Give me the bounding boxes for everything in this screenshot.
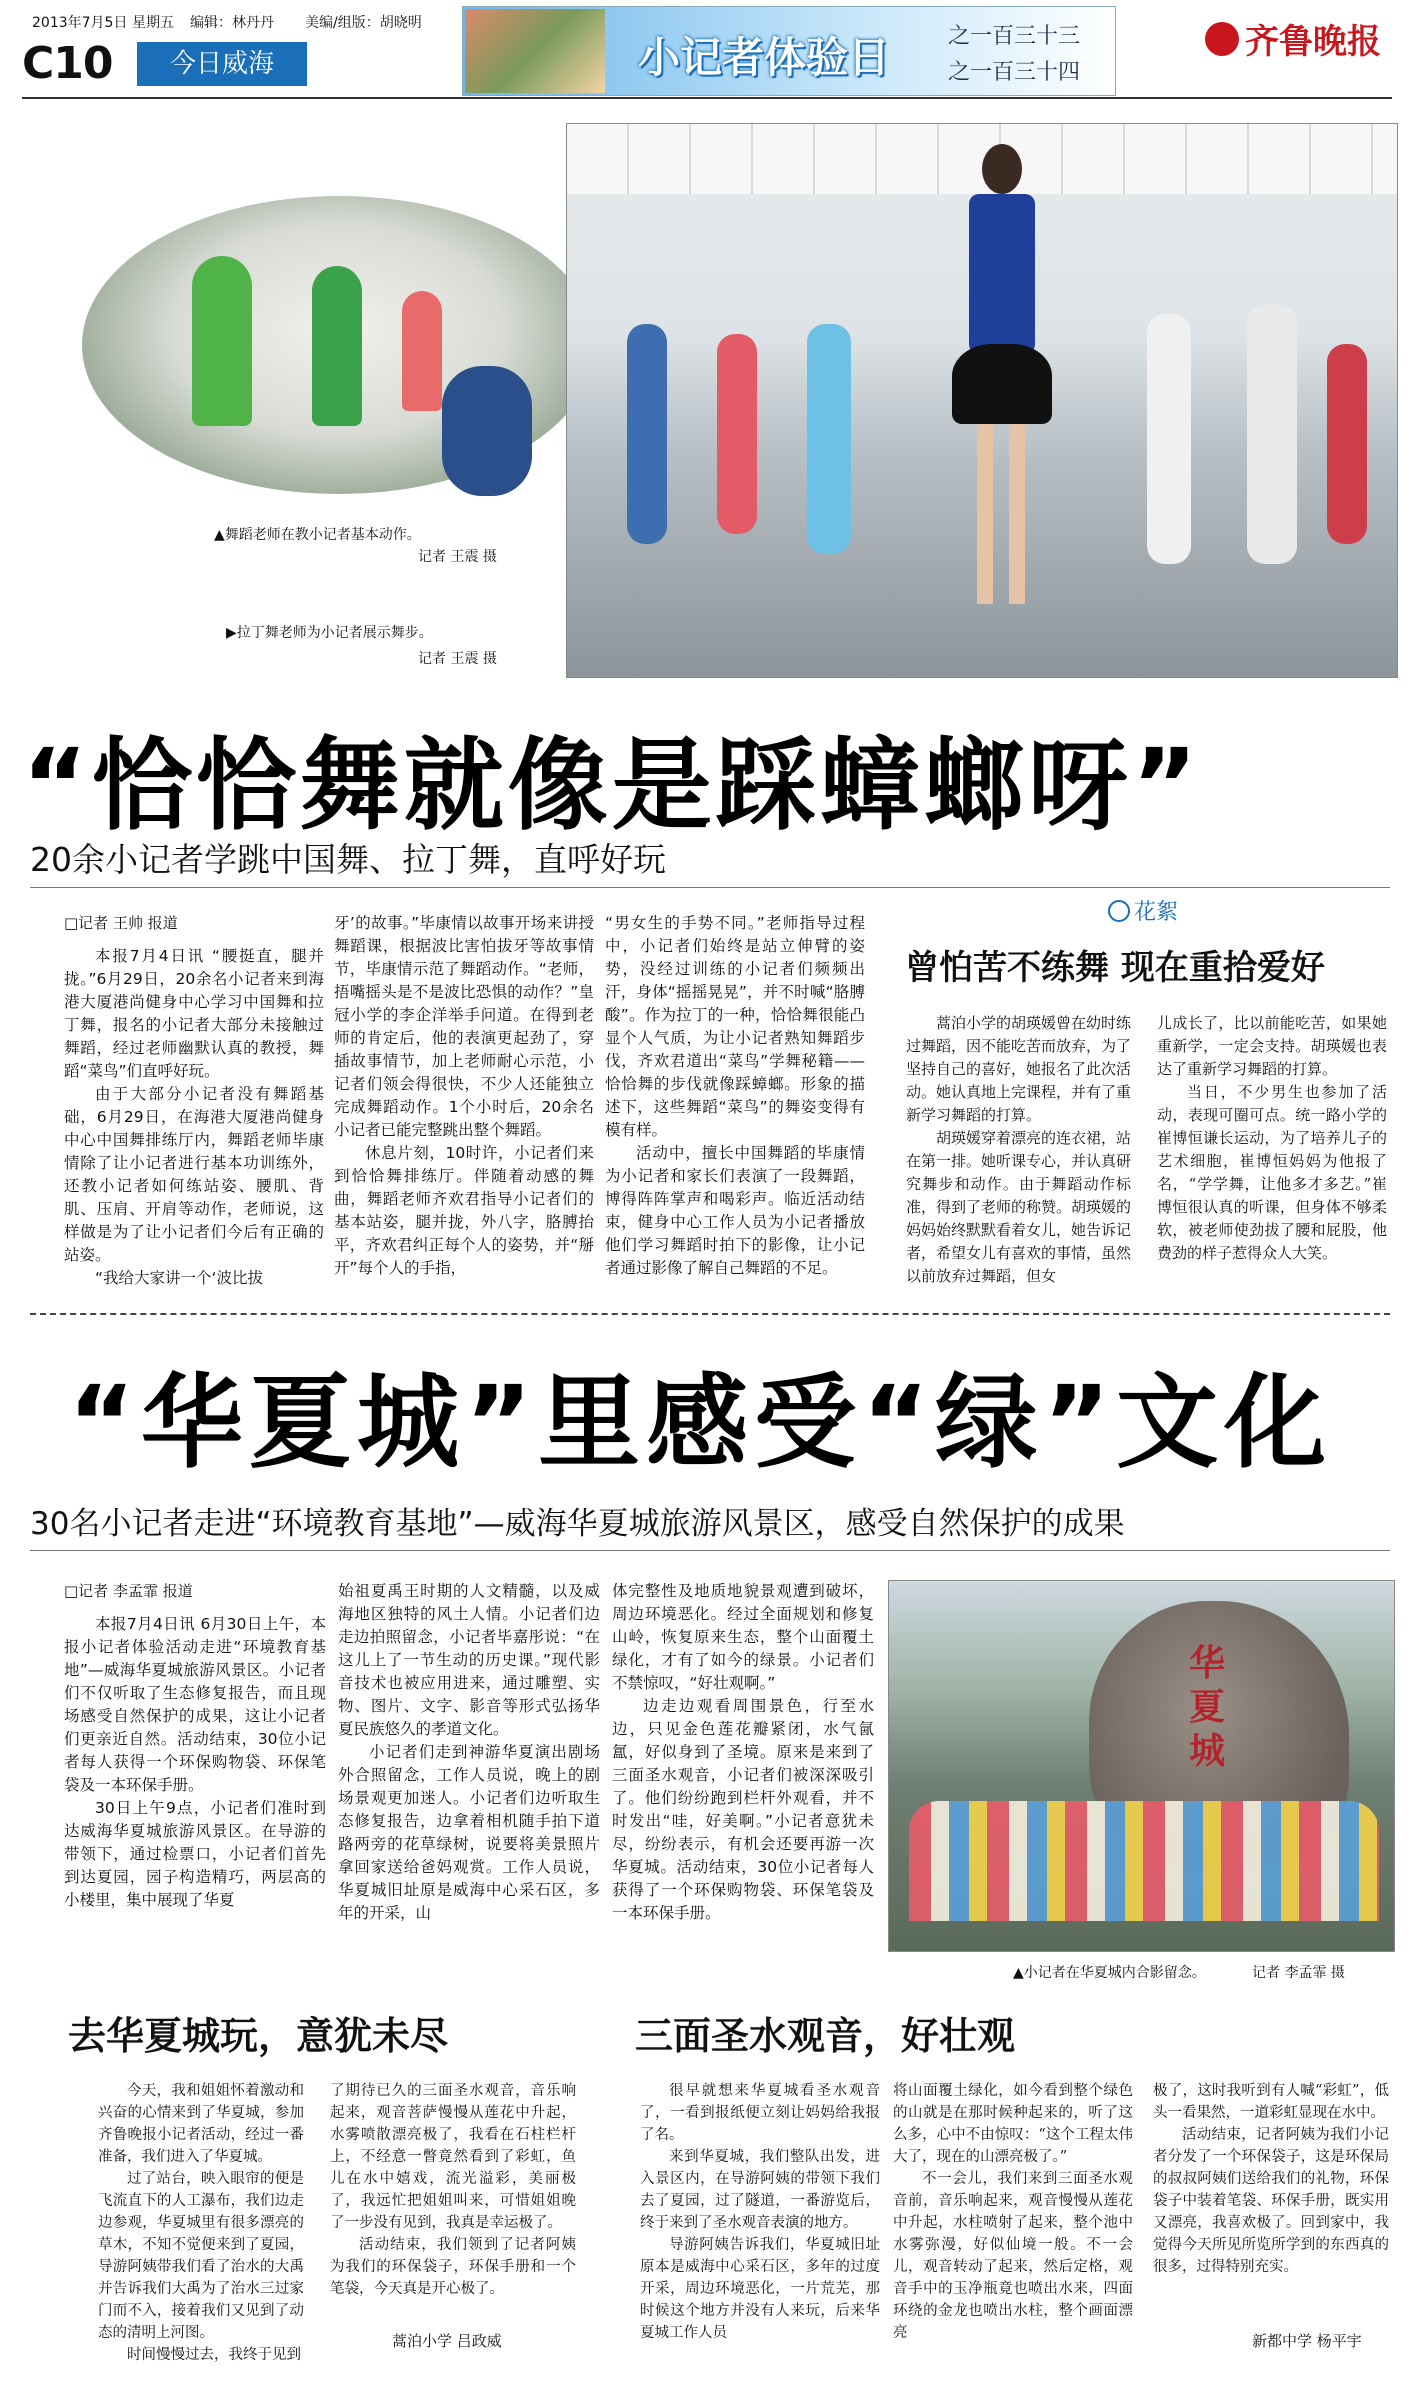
essay2-column-1 [640,2080,880,2341]
story2-headline: “华夏城”里感受“绿”文化 [68,1364,1333,1483]
story1-para: 牙’的故事。”毕康情以故事开场来讲授舞蹈课，根据波比害怕拔牙等故事情节，毕康情示范了舞蹈动作。“老师，捂嘴摇头是不是波比恐惧的动作？”皇冠小学的李企洋举手问道。在得到老师的肯定后，他的表演更起劲了，穿插故事情节，加上老师耐心示范，小记者们领会得很快，不少人还能独立完成舞蹈动作。1个小时后，20余名小记者已能完整跳出整个舞蹈。 [334,914,594,1139]
story2-para: 边走边观看周围景色，行至水边，只见金色莲花瓣紧闭，水气氤氲，好似身到了圣境。原来是来到了三面圣水观音，小记者们被深深吸引了。他们纷纷跑到栏杆外观看，并不时发出“哇，好美啊。”小记者意犹未尽，纷纷表示，有机会还要再游一次华夏城。活动结束，30位小记者每人获得了一个环保购物袋、环保笔袋及一本环保手册。 [612,1697,874,1922]
essay1-headline: 去华夏城玩，意犹未尽 [68,2014,449,2058]
essay2-para: 将山面覆土绿化，如今看到整个绿色的山就是在那时候种起来的，听了这么多，心中不由惊叹：“这个工程太伟大了，现在的山漂亮极了。” [893,2083,1133,2165]
header-rule [22,97,1392,99]
story1-para: 由于大部分小记者没有舞蹈基础，6月29日，在海港大厦港尚健身中心中国舞排练厅内，舞蹈老师毕康情除了让小记者进行基本功训练外，还教小记者如何练站姿、腰肌、背肌、压肩、开肩等动作，老师说，这样做是为了让小记者们今后有正确的站姿。 [64,1085,324,1264]
story2-photo-credit: 记者 李孟霏 摄 [1252,1965,1345,1981]
paper-logo [1205,14,1381,63]
story1-column-3 [605,912,865,1275]
sidebar1-para: 蒿泊小学的胡瑛媛曾在幼时练过舞蹈，因不能吃苦而放弃，为了坚持自己的喜好，她报名了此次活动。她认真地上完课程，并有了重新学习舞蹈的打算。 [906,1014,1132,1124]
essay2-column-3 [1153,2080,1389,2320]
sidebar1-para: 当日，不少男生也参加了活动，表现可圈可点。统一路小学的崔博恒谦长运动，为了培养儿子的艺术细胞，崔博恒妈妈为他报了名，“学学舞，让他多才多艺。”崔博恒很认真的听课，但身体不够柔软，被老师使劲拔了腰和屁股，他费劲的样子惹得众人大笑。 [1157,1083,1387,1262]
story2-column-2 [338,1580,600,1922]
story1-subhead: 20余小记者学跳中国舞、拉丁舞，直呼好玩 [30,840,666,879]
story1-para: “男女生的手势不同。”老师指导过程中，小记者们始终是站立伸臂的姿势，没经过训练的小记者们频频出汗，身体“摇摇晃晃”，并不时喊“胳膊酸”。作为拉丁的一种，恰恰舞很能凸显个人气质，为让小记者熟知舞蹈步伐，齐欢君道出“菜鸟”学舞秘籍——恰恰舞的步伐就像踩蟑螂。形象的描述下，这些舞蹈“菜鸟”的舞姿变得有模有样。 [605,914,865,1139]
photo-huaxia-group [888,1580,1395,1952]
story1-para: 本报7月4日讯 “腰挺直，腿并拢。”6月29日，20余名小记者来到海港大厦港尚健身中心学习中国舞和拉丁舞，报名的小记者大部分未接触过舞蹈，经过老师幽默认真的教授，舞蹈“菜鸟”们直呼好玩。 [64,947,324,1080]
story2-para: 30日上午9点，小记者们准时到达威海华夏城旅游风景区。在导游的带领下，通过检票口，小记者们首先到达夏园，园子构造精巧，两层高的小楼里，集中展现了华夏 [64,1799,326,1909]
essay2-para: 不一会儿，我们来到三面圣水观音前，音乐响起来，观音慢慢从莲花中升起，水柱喷射了起来，整个池中水雾弥漫，好似仙境一般。不一会儿，观音转动了起来，然后定格，观音手中的玉净瓶竟也喷出水来，四面环绕的金龙也喷出水柱，整个画面漂亮 [893,2171,1133,2341]
photo-latin-teacher [566,123,1398,678]
essay1-para: 了期待已久的三面圣水观音，音乐响起来，观音菩萨慢慢从莲花中升起，水雾喷散漂亮极了，我看在石柱栏杆上，不经意一瞥竟然看到了彩虹，鱼儿在水中嬉戏，流光溢彩，美丽极了，我远忙把姐姐叫来，可惜姐姐晚了一步没有见到，我真是幸运极了。 [330,2083,576,2231]
story1-para: “我给大家讲一个‘波比拔 [95,1269,263,1287]
sidebar1-para: 胡瑛媛穿着漂亮的连衣裙，站在第一排。她听课专心，并认真研究舞步和动作。由于舞蹈动作标准，得到了老师的称赞。胡瑛媛的妈妈始终默默看着女儿，她告诉记者，希望女儿有喜欢的事情，虽然以前放弃过舞蹈，但女 [906,1129,1132,1285]
essay2-para: 导游阿姨告诉我们，华夏城旧址原本是威海中心采石区，多年的过度开采，周边环境恶化，一片荒芜，那时候这个地方并没有人来玩，后来华夏城工作人员 [640,2237,880,2341]
essay2-author: 新都中学 杨平宇 [1252,2332,1362,2350]
section-divider [30,1313,1390,1315]
photo-dance-teacher [82,196,596,494]
story2-para: 始祖夏禹王时期的人文精髓，以及威海地区独特的风土人情。小记者们边走边拍照留念，小记者毕嘉彤说：“在这儿上了一节生动的历史课。”现代影音技术也被应用进来，通过雕塑、实物、图片、文字、影音等形式弘扬华夏民族悠久的孝道文化。 [338,1582,600,1738]
header-date: 2013年7月5日 [32,15,128,31]
story2-para: 体完整性及地质地貌景观遭到破坏，周边环境恶化。经过全面规划和修复山岭，恢复原来生态，整个山面覆土绿化，才有了如今的绿景。小记者们不禁惊叹，“好壮观啊。” [612,1582,874,1692]
essay2-headline: 三面圣水观音，好壮观 [635,2014,1016,2058]
issue-number-1: 之一百三十三 [948,24,1081,49]
essay1-column-2 [330,2080,576,2320]
story2-column-3 [612,1580,874,1922]
essay2-para: 来到华夏城，我们整队出发，进入景区内，在导游阿姨的带领下我们去了夏园，过了隧道，一番游览后，终于来到了圣水观音表演的地方。 [640,2149,880,2231]
story1-subhead-rule [30,887,1390,888]
paper-logo-icon [1205,22,1239,56]
essay1-para: 今天，我和姐姐怀着激动和兴奋的心情来到了华夏城，参加齐鲁晚报小记者活动，经过一番准备，我们进入了华夏城。 [98,2083,304,2165]
issue-number-2: 之一百三十四 [948,60,1081,85]
story2-para: 小记者们走到神游华夏演出剧场外合照留念，工作人员说，晚上的剧场景观更加迷人。小记者们边听取生态修复报告，边拿着相机随手拍下道路两旁的花草绿树，说要将美景照片拿回家送给爸妈观赏。工作人员说，华夏城旧址原是威海中心采石区，多年的开采，山 [338,1743,600,1922]
sidebar1-column-1 [906,1012,1132,1285]
essay1-author: 蒿泊小学 吕政威 [392,2332,502,2350]
caption-dance-credit: 记者 王震 摄 [418,549,497,565]
essay1-column-1 [98,2080,304,2363]
story2-column-1 [64,1613,326,1913]
page-number: C10 [22,38,113,89]
essay2-column-2 [893,2080,1133,2341]
sidebar1-column-2 [1157,1012,1387,1275]
story1-para: 活动中，擅长中国舞蹈的毕康情为小记者和家长们表演了一段舞蹈，博得阵阵掌声和喝彩声。临近活动结束，健身中心工作人员为小记者播放他们学习舞蹈时拍下的影像，让小记者通过影像了解自己舞蹈的不足。 [605,1144,865,1277]
story1-column-2 [334,912,594,1275]
sidebar1-tag [1108,895,1178,926]
column-title: 小记者体验日 [638,33,891,82]
story2-byline: □记者 李孟霏 报道 [64,1582,193,1600]
section-label: 今日威海 [137,42,307,86]
story2-subhead: 30名小记者走进“环境教育基地”—威海华夏城旅游风景区，感受自然保护的成果 [30,1506,1125,1542]
column-banner [462,6,1116,96]
essay1-para: 活动结束，我们领到了记者阿姨为我们的环保袋子，环保手册和一个笔袋，今天真是开心极了。 [330,2237,576,2297]
story1-para: 休息片刻，10时许，小记者们来到恰恰舞排练厅。伴随着动感的舞曲，舞蹈老师齐欢君指导小记者们的基本站姿，腿并拢，外八字，胳膊抬平，齐欢君纠正每个人的姿势，并“掰开”每个人的手指， [334,1144,594,1277]
huaxia-sign: 华夏城 [1189,1642,1226,1772]
essay2-para: 极了，这时我听到有人喊“彩虹”，低头一看果然，一道彩虹显现在水中。 [1153,2083,1389,2121]
sidebar1-para: 儿成长了，比以前能吃苦，如果她重新学，一定会支持。胡瑛媛也表达了重新学习舞蹈的打算。 [1157,1014,1387,1078]
caption-latin-credit: 记者 王震 摄 [418,651,497,667]
story1-column-1 [64,945,324,1287]
essay1-para: 时间慢慢过去，我终于见到 [127,2347,301,2363]
essay2-para: 很早就想来华夏城看圣水观音了，一看到报纸便立刻让妈妈给我报了名。 [640,2083,880,2143]
flower-icon [1108,900,1130,922]
story1-headline: “恰恰舞就像是踩蟑螂呀” [22,727,1202,844]
essay2-para: 活动结束，记者阿姨为我们小记者分发了一个环保袋子，这是环保局的叔叔阿姨们送给我们的礼物，环保袋子中装着笔袋、环保手册，既实用又漂亮，我喜欢极了。回到家中，我觉得今天所见所览所学到的东西真的很多，过得特别充实。 [1153,2127,1389,2275]
sidebar1-tag-text: 花絮 [1134,900,1179,925]
caption-latin-teacher: ▶拉丁舞老师为小记者展示舞步。 [226,625,433,641]
paper-name: 齐鲁晚报 [1245,22,1381,62]
essay1-para: 过了站台，映入眼帘的便是飞流直下的人工瀑布，我们边走边参观，华夏城里有很多漂亮的草木，不知不觉便来到了夏园，导游阿姨带我们看了治水的大禹并告诉我们大禹为了治水三过家门而不入，接着我们又见到了动态的清明上河图。 [98,2171,304,2341]
sidebar1-headline: 曾怕苦不练舞 现在重拾爱好 [905,948,1325,988]
story2-subhead-rule [30,1550,1390,1551]
header-editor: 编辑：林丹丹 [190,15,274,31]
caption-dance-teacher: ▲舞蹈老师在教小记者基本动作。 [214,527,421,543]
story1-byline: □记者 王帅 报道 [64,914,178,932]
story2-photo-caption: ▲小记者在华夏城内合影留念。 [1013,1965,1206,1981]
header-designer: 美编/组版：胡晓明 [305,15,422,31]
story2-para: 本报7月4日讯 6月30日上午，本报小记者体验活动走进“环境教育基地”—威海华夏城旅游风景区。小记者们不仅听取了生态修复报告，而且现场感受自然保护的成果，这让小记者们更亲近自然。活动结束，30位小记者每人获得一个环保购物袋、环保笔袋及一本环保手册。 [64,1615,326,1794]
header-weekday: 星期五 [132,15,174,31]
banner-photo [465,9,605,93]
